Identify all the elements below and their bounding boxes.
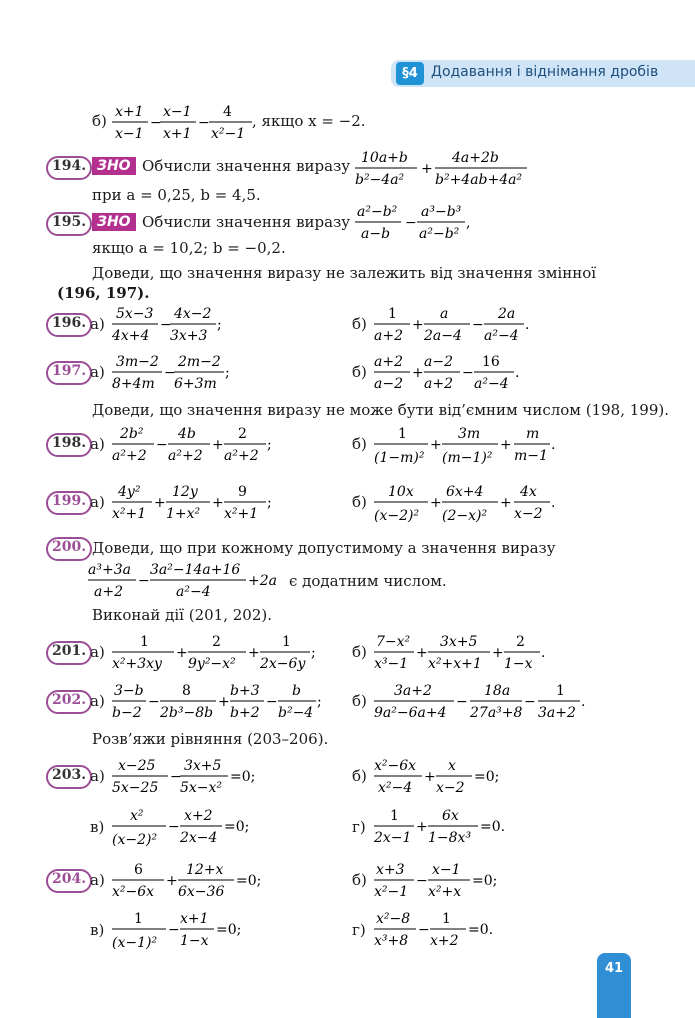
svg-text:x²−6x: x²−6x — [374, 758, 417, 774]
svg-text:x²−8: x²−8 — [376, 911, 411, 927]
svg-text:a³+3a: a³+3a — [88, 562, 131, 578]
svg-text:=0;: =0; — [216, 922, 242, 938]
svg-text:(x−2)²: (x−2)² — [374, 508, 420, 524]
section-title: Додавання і віднімання дробів — [431, 64, 659, 80]
expr-198b — [374, 422, 559, 472]
svg-text:x³−1: x³−1 — [374, 656, 409, 672]
label-199b: б) — [352, 493, 367, 511]
svg-text:9y²−x²: 9y²−x² — [188, 656, 236, 672]
svg-text:−: − — [456, 694, 468, 710]
svg-text:x−2: x−2 — [436, 780, 465, 796]
page-number: 41 — [597, 953, 631, 1018]
svg-text:+: + — [430, 437, 442, 453]
svg-text:5x−3: 5x−3 — [116, 306, 154, 322]
svg-text:−: − — [138, 573, 150, 589]
svg-text:x+2: x+2 — [184, 808, 213, 824]
svg-text:1: 1 — [442, 911, 451, 927]
condition-195: якщо a = 10,2; b = −0,2. — [92, 239, 286, 257]
svg-text:x²+3xy: x²+3xy — [112, 656, 162, 672]
svg-text:18a: 18a — [484, 683, 511, 699]
svg-text:+: + — [424, 769, 436, 785]
task-number-203: 203. — [46, 765, 92, 789]
svg-text:(x−2)²: (x−2)² — [112, 832, 158, 848]
svg-text:.: . — [581, 694, 586, 710]
condition-193b: , якщо x = −2. — [252, 112, 366, 130]
svg-text:;: ; — [225, 365, 230, 381]
svg-text:,: , — [466, 215, 471, 231]
svg-text:a+2: a+2 — [94, 584, 123, 600]
expr-196b — [374, 302, 534, 350]
svg-text:5x−25: 5x−25 — [112, 780, 159, 796]
svg-text:3a+2: 3a+2 — [394, 683, 432, 699]
svg-text:x²+x+1: x²+x+1 — [428, 656, 482, 672]
svg-text:=0;: =0; — [230, 769, 256, 785]
svg-text:3x+5: 3x+5 — [440, 634, 478, 650]
svg-text:x: x — [448, 758, 456, 774]
svg-text:9a²−6a+4: 9a²−6a+4 — [374, 705, 447, 721]
expr-200 — [88, 558, 298, 606]
svg-text:−: − — [160, 317, 172, 333]
svg-text:x+3: x+3 — [376, 862, 405, 878]
svg-text:x−1: x−1 — [115, 126, 144, 142]
svg-text:.: . — [525, 317, 530, 333]
section-number: §4 — [396, 62, 424, 85]
svg-text:b²+4ab+4a²: b²+4ab+4a² — [435, 172, 523, 188]
svg-text:−: − — [524, 694, 536, 710]
svg-text:+: + — [430, 495, 442, 511]
svg-text:−: − — [150, 115, 162, 131]
svg-text:+: + — [154, 495, 166, 511]
intro-196-197-line2: (196, 197). — [57, 284, 150, 302]
svg-text:;: ; — [267, 437, 272, 453]
label-196a: а) — [90, 315, 105, 333]
svg-text:6x: 6x — [442, 808, 459, 824]
svg-text:x²−4: x²−4 — [378, 780, 413, 796]
svg-text:b²−4a²: b²−4a² — [355, 172, 405, 188]
svg-text:+: + — [416, 645, 428, 661]
svg-text:x−1: x−1 — [432, 862, 461, 878]
label-197b: б) — [352, 363, 367, 381]
svg-text:.: . — [541, 645, 546, 661]
svg-text:+: + — [421, 161, 433, 177]
expr-193b — [112, 100, 252, 148]
expr-204g — [374, 907, 514, 955]
svg-text:a+2: a+2 — [424, 376, 453, 392]
task-number-195: 195. — [46, 212, 92, 236]
expr-199a — [112, 480, 272, 528]
svg-text:−: − — [472, 317, 484, 333]
svg-text:x+1: x+1 — [115, 104, 144, 120]
label-204b: б) — [352, 871, 367, 889]
svg-text:x²+1: x²+1 — [224, 506, 259, 522]
svg-text:x+1: x+1 — [180, 911, 209, 927]
label-203a: а) — [90, 767, 105, 785]
svg-text:a²−4: a²−4 — [484, 328, 519, 344]
svg-text:9: 9 — [238, 484, 247, 500]
expr-197b — [374, 350, 534, 398]
svg-text:3x+5: 3x+5 — [184, 758, 222, 774]
svg-text:1+x²: 1+x² — [166, 506, 201, 522]
svg-text:4y²: 4y² — [118, 484, 141, 500]
task-number-197: 197. — [46, 361, 92, 385]
svg-text:6x−36: 6x−36 — [178, 884, 225, 900]
svg-text:x+2: x+2 — [430, 933, 459, 949]
svg-text:12y: 12y — [172, 484, 198, 500]
label-202a: а) — [90, 692, 105, 710]
label-204v: в) — [90, 921, 105, 939]
expr-201b — [374, 630, 554, 678]
label-204g: г) — [352, 921, 366, 939]
expr-194 — [355, 146, 530, 194]
svg-text:a²−4: a²−4 — [474, 376, 509, 392]
intro-203-206: Розв’яжи рівняння (203–206). — [92, 730, 329, 748]
svg-text:2b³−8b: 2b³−8b — [160, 705, 214, 721]
svg-text:(1−m)²: (1−m)² — [374, 450, 425, 466]
svg-text:b+3: b+3 — [230, 683, 260, 699]
text-200: Доведи, що при кожному допустимому a значення виразу — [92, 539, 556, 557]
svg-text:a²−4: a²−4 — [176, 584, 211, 600]
expr-195 — [355, 200, 475, 248]
svg-text:m: m — [526, 426, 540, 442]
label-203g: г) — [352, 818, 366, 836]
svg-text:8+4m: 8+4m — [112, 376, 155, 392]
svg-text:b−2: b−2 — [112, 705, 142, 721]
svg-text:4x−2: 4x−2 — [174, 306, 212, 322]
svg-text:2x−6y: 2x−6y — [260, 656, 306, 672]
svg-text:a²−b²: a²−b² — [357, 204, 398, 220]
svg-text:3a²−14a+16: 3a²−14a+16 — [150, 562, 241, 578]
svg-text:2a: 2a — [498, 306, 516, 322]
svg-text:b: b — [292, 683, 301, 699]
label-199a: а) — [90, 493, 105, 511]
expr-197a — [112, 350, 232, 398]
svg-text:1: 1 — [390, 808, 399, 824]
svg-text:12+x: 12+x — [186, 862, 224, 878]
svg-text:a²+2: a²+2 — [112, 448, 147, 464]
condition-194: при a = 0,25, b = 4,5. — [92, 186, 261, 204]
svg-text:6x+4: 6x+4 — [446, 484, 484, 500]
svg-text:1: 1 — [140, 634, 149, 650]
svg-text:.: . — [515, 365, 520, 381]
task-number-194: 194. — [46, 156, 92, 180]
svg-text:3m−2: 3m−2 — [116, 354, 159, 370]
svg-text:a²−b²: a²−b² — [419, 226, 460, 242]
svg-text:27a³+8: 27a³+8 — [470, 705, 523, 721]
expr-203v — [112, 804, 262, 854]
svg-text:3m: 3m — [458, 426, 481, 442]
expr-204b — [374, 858, 514, 906]
svg-text:b²−4: b²−4 — [278, 705, 314, 721]
intro-201-202: Виконай дії (201, 202). — [92, 606, 272, 624]
expr-203b — [374, 754, 514, 802]
svg-text:8: 8 — [182, 683, 191, 699]
svg-text:4b: 4b — [178, 426, 196, 442]
svg-text:10x: 10x — [388, 484, 414, 500]
svg-text:+: + — [412, 317, 424, 333]
svg-text:a−b: a−b — [361, 226, 391, 242]
svg-text:−: − — [416, 873, 428, 889]
label-201b: б) — [352, 643, 367, 661]
svg-text:+: + — [176, 645, 188, 661]
svg-text:+: + — [212, 437, 224, 453]
expr-203a — [112, 754, 262, 802]
svg-text:=0.: =0. — [480, 819, 506, 835]
task-number-196: 196. — [46, 313, 92, 337]
label-201a: а) — [90, 643, 105, 661]
svg-text:4: 4 — [223, 104, 232, 120]
task-number-204: 204. — [46, 869, 92, 893]
svg-text:=0;: =0; — [472, 873, 498, 889]
svg-text:a²+2: a²+2 — [224, 448, 259, 464]
svg-text:a+2: a+2 — [374, 328, 403, 344]
svg-text:2a−4: 2a−4 — [424, 328, 462, 344]
zno-badge-195: ЗНО — [92, 213, 136, 231]
label-198b: б) — [352, 435, 367, 453]
svg-text:−: − — [198, 115, 210, 131]
svg-text:(2−x)²: (2−x)² — [442, 508, 488, 524]
label-197a: а) — [90, 363, 105, 381]
svg-text:1: 1 — [398, 426, 407, 442]
svg-text:2: 2 — [238, 426, 247, 442]
svg-text:=0.: =0. — [468, 922, 494, 938]
svg-text:1: 1 — [282, 634, 291, 650]
expr-204a — [112, 858, 272, 906]
svg-text:x²: x² — [130, 808, 144, 824]
svg-text:+: + — [166, 873, 178, 889]
svg-text:x²−1: x²−1 — [211, 126, 246, 142]
label-193b: б) — [92, 112, 107, 130]
svg-text:+: + — [492, 645, 504, 661]
expr-203g — [374, 804, 524, 852]
zno-badge-194: ЗНО — [92, 157, 136, 175]
tail-200: є додатним числом. — [289, 572, 447, 590]
svg-text:(m−1)²: (m−1)² — [442, 450, 493, 466]
label-202b: б) — [352, 692, 367, 710]
svg-text:x−2: x−2 — [514, 506, 543, 522]
svg-text:b+2: b+2 — [230, 705, 260, 721]
label-203b: б) — [352, 767, 367, 785]
svg-text:;: ; — [217, 317, 222, 333]
svg-text:+: + — [500, 437, 512, 453]
svg-text:x+1: x+1 — [163, 126, 192, 142]
svg-text:6+3m: 6+3m — [174, 376, 217, 392]
svg-text:1: 1 — [556, 683, 565, 699]
expr-202a — [112, 679, 327, 727]
svg-text:2b²: 2b² — [120, 426, 144, 442]
svg-text:+: + — [500, 495, 512, 511]
svg-text:=0;: =0; — [236, 873, 262, 889]
task-number-198: 198. — [46, 433, 92, 457]
svg-text:−: − — [164, 365, 176, 381]
label-196b: б) — [352, 315, 367, 333]
svg-text:.: . — [551, 495, 556, 511]
svg-text:=0;: =0; — [474, 769, 500, 785]
svg-text:x²−1: x²−1 — [374, 884, 409, 900]
svg-text:=0;: =0; — [224, 819, 250, 835]
svg-text:;: ; — [267, 495, 272, 511]
svg-text:+: + — [416, 819, 428, 835]
svg-text:x²+1: x²+1 — [112, 506, 147, 522]
task-number-199: 199. — [46, 491, 92, 515]
svg-text:−: − — [418, 922, 430, 938]
label-198a: а) — [90, 435, 105, 453]
label-203v: в) — [90, 818, 105, 836]
task-number-201: 201. — [46, 641, 92, 665]
svg-text:−: − — [462, 365, 474, 381]
svg-text:x³+8: x³+8 — [374, 933, 409, 949]
intro-198-199: Доведи, що значення виразу не може бути від’ємним числом (198, 199). — [92, 401, 669, 419]
task-number-202: 202. — [46, 690, 92, 714]
svg-text:−: − — [168, 922, 180, 938]
svg-text:1−8x³: 1−8x³ — [428, 830, 472, 846]
svg-text:2m−2: 2m−2 — [178, 354, 221, 370]
expr-201a — [112, 630, 322, 678]
svg-text:;: ; — [317, 694, 322, 710]
expr-202b — [374, 679, 594, 727]
expr-199b — [374, 480, 559, 530]
svg-text:+: + — [412, 365, 424, 381]
svg-text:−: − — [168, 819, 180, 835]
svg-text:3−b: 3−b — [114, 683, 144, 699]
svg-text:(x−1)²: (x−1)² — [112, 935, 158, 951]
svg-text:+: + — [212, 495, 224, 511]
svg-text:3a+2: 3a+2 — [538, 705, 576, 721]
svg-text:16: 16 — [482, 354, 500, 370]
svg-text:−: − — [156, 437, 168, 453]
svg-text:4x+4: 4x+4 — [112, 328, 150, 344]
text-194: Обчисли значення виразу — [142, 157, 351, 175]
expr-204v — [112, 907, 262, 957]
svg-text:4x: 4x — [520, 484, 537, 500]
svg-text:a+2: a+2 — [374, 354, 403, 370]
svg-text:4a+2b: 4a+2b — [452, 150, 499, 166]
svg-text:x−25: x−25 — [118, 758, 156, 774]
svg-text:1−x: 1−x — [180, 933, 209, 949]
svg-text:−: − — [148, 694, 160, 710]
svg-text:a²+2: a²+2 — [168, 448, 203, 464]
expr-198a — [112, 422, 272, 470]
svg-text:a: a — [440, 306, 449, 322]
svg-text:1: 1 — [134, 911, 143, 927]
svg-text:10a+b: 10a+b — [361, 150, 408, 166]
svg-text:1: 1 — [388, 306, 397, 322]
expr-196a — [112, 302, 232, 350]
svg-text:2x−4: 2x−4 — [180, 830, 218, 846]
svg-text:x²+x: x²+x — [428, 884, 462, 900]
svg-text:+2a: +2a — [248, 573, 277, 589]
svg-text:6: 6 — [134, 862, 143, 878]
svg-text:3x+3: 3x+3 — [170, 328, 208, 344]
svg-text:−: − — [170, 769, 182, 785]
svg-text:1−x: 1−x — [504, 656, 533, 672]
svg-text:2x−1: 2x−1 — [374, 830, 412, 846]
label-204a: а) — [90, 871, 105, 889]
svg-text:x−1: x−1 — [163, 104, 192, 120]
svg-text:a³−b³: a³−b³ — [421, 204, 462, 220]
svg-text:−: − — [266, 694, 278, 710]
svg-text:7−x²: 7−x² — [376, 634, 411, 650]
intro-196-197-line1: Доведи, що значення виразу не залежить від значення змінної — [92, 264, 597, 282]
svg-text:2: 2 — [212, 634, 221, 650]
task-number-200: 200. — [46, 537, 92, 561]
svg-text:a−2: a−2 — [374, 376, 403, 392]
svg-text:x²−6x: x²−6x — [112, 884, 155, 900]
svg-text:+: + — [248, 645, 260, 661]
svg-text:+: + — [218, 694, 230, 710]
svg-text:.: . — [551, 437, 556, 453]
text-195: Обчисли значення виразу — [142, 213, 351, 231]
svg-text:2: 2 — [516, 634, 525, 650]
svg-text:−: − — [405, 215, 417, 231]
svg-text:5x−x²: 5x−x² — [180, 780, 223, 796]
svg-text:;: ; — [311, 645, 316, 661]
svg-text:a−2: a−2 — [424, 354, 453, 370]
svg-text:m−1: m−1 — [514, 448, 548, 464]
